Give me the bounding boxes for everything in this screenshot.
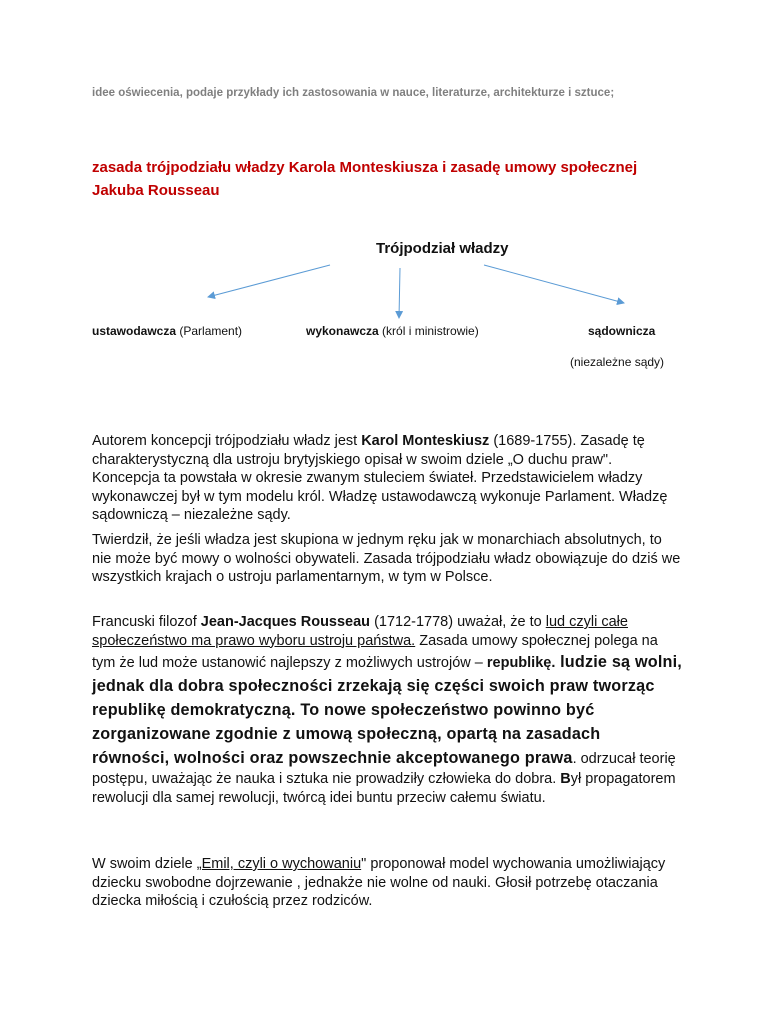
paragraph-emil: W swoim dziele „Emil, czyli o wychowaniu" proponował model wychowania umożliwiający dziecku swobodne dojrzewanie , jednakże nie wolne od nauki. Głosił potrzebę otaczania dziecka miłością i czułością przez rodziców. (92, 856, 666, 909)
paragraph-absolutism: Twierdził, że jeśli władza jest skupiona w jednym ręku jak w monarchiach absolutnych, to nie może być mowy o wolności obywateli. Zasada trójpodziału władz obowiązuje do dziś we wszystkich krajach o ustroju parlamentarnym, w tym w Polsce. (92, 532, 681, 585)
branch-detail: (król i ministrowie) (378, 324, 479, 338)
paragraph-rousseau: Francuski filozof Jean-Jacques Rousseau (1712-1778) uważał, że to lud czyli całe społeczeństwo ma prawo wyboru ustroju państwa. Zasada umowy społecznej polega na tym że lud może ustanowić najlepszy z możliwych ustrojów – republikę. ludzie są wolni, jednak dla dobra społeczności zrzekają się części swoich praw tworząc republikę demokratyczną. To nowe społeczeństwo powinno być zorganizowane zgodnie z umową społeczną, opartą na zasadach równości, wolności oraz powszechnie akceptowanego prawa. odrzucał teorię postępu, uważając że nauka i sztuka nie prowadziły człowieka do dobra. Był propagatorem rewolucji dla samej rewolucji, twórcą idei buntu przeciw całemu światu. (92, 614, 682, 806)
branch-detail: (Parlament) (176, 324, 243, 338)
branch-name: wykonawcza (306, 324, 379, 338)
objective-line: idee oświecenia, podaje przykłady ich zastosowania w nauce, literaturze, architekturze i sztuce; (92, 87, 615, 99)
branch-name: sądownicza (588, 324, 656, 338)
section-heading: zasada trójpodziału władzy Karola Monteskiusza i zasadę umowy społecznej Jakuba Rousseau (92, 159, 638, 199)
arrow-right (484, 265, 624, 303)
paragraph-montesquieu: Autorem koncepcji trójpodziału władz jest Karol Monteskiusz (1689-1755). Zasadę tę charakterystyczną dla ustroju brytyjskiego opisał w swoim dziele „O duchu praw". Koncepcja ta powstała w okresie zwanym stuleciem świateł. Przedstawicielem władzy wykonawczej był w tym modelu król. Władzę ustawodawczą wykonuje Parlament. Władzę sądowniczą – niezależne sądy. (92, 433, 668, 523)
diagram-title: Trójpodział władzy (376, 240, 509, 257)
judicial-note: (niezależne sądy) (570, 355, 665, 369)
arrow-left (208, 265, 330, 297)
branch-executive (306, 324, 479, 338)
branch-legislative (92, 324, 242, 338)
branch-judicial (588, 324, 655, 338)
arrow-middle (399, 268, 400, 318)
branch-name: ustawodawcza (92, 324, 177, 338)
